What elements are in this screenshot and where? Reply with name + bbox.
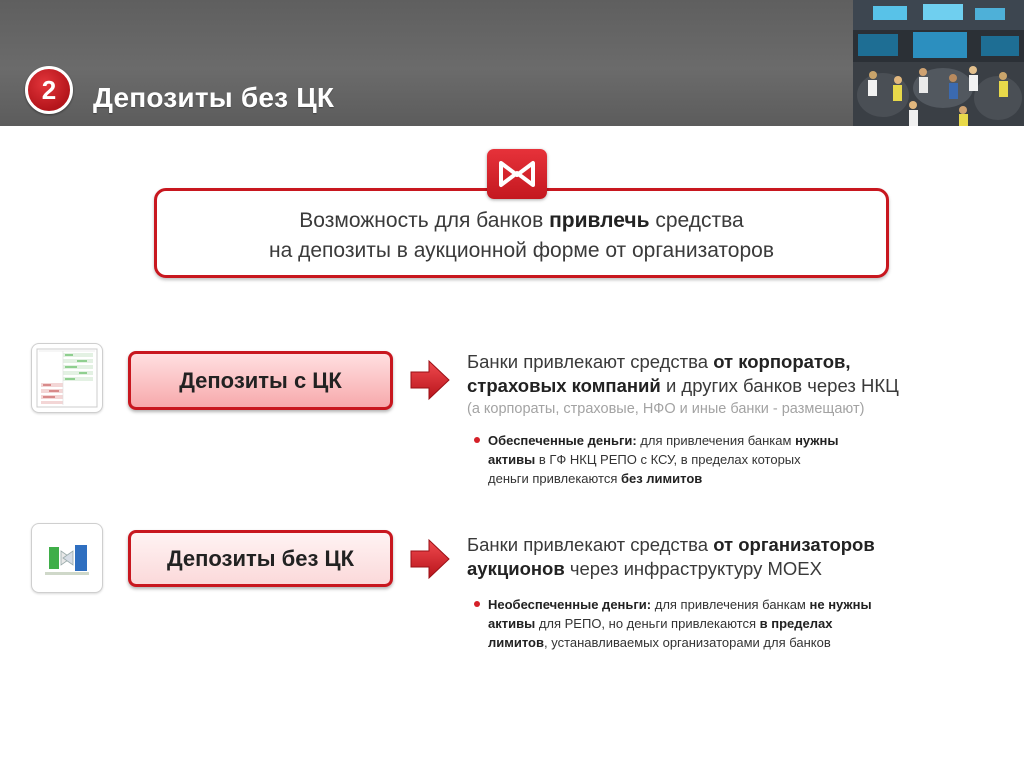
bullet-dot-icon [474, 437, 480, 443]
deposits-with-cc-button[interactable]: Депозиты с ЦК [128, 351, 393, 410]
section-1-description: Банки привлекают средства от корпоратов, страховых компаний и других банков через НКЦ [467, 351, 899, 396]
trading-floor-photo [853, 0, 1024, 126]
deposits-without-cc-button[interactable]: Депозиты без ЦК [128, 530, 393, 587]
main-statement-box [154, 188, 889, 278]
section-1-note: (а корпораты, страховые, НФО и иные банки - размещают) [467, 401, 865, 417]
bullet-dot-icon [474, 601, 480, 607]
main-statement-line-2: на депозиты в аукционной форме от организаторов [268, 239, 774, 262]
page-title: Депозиты без ЦК [93, 82, 335, 113]
moex-logo-icon [487, 149, 547, 199]
section-2-description: Банки привлекают средства от организаторов аукционов через инфраструктуру МОЕХ [467, 534, 875, 579]
header-bar [0, 0, 1024, 126]
main-statement-line-1: Возможность для банков привлечь средства [299, 209, 744, 232]
right-arrow-icon [410, 537, 450, 581]
spreadsheet-thumbnail-icon [31, 343, 103, 413]
slide-number-badge: 2 [25, 66, 73, 114]
right-arrow-icon [410, 358, 450, 402]
transfer-thumbnail-icon [31, 523, 103, 593]
